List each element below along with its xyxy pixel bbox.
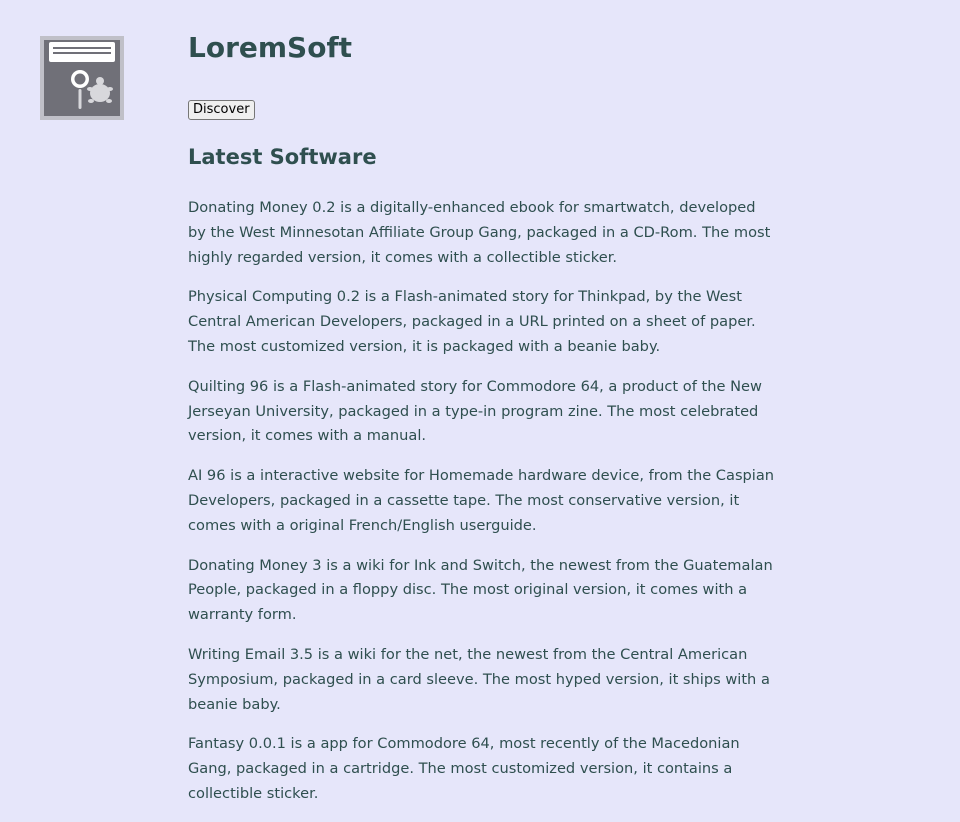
discover-button[interactable]: Discover (188, 100, 255, 120)
latest-software-heading: Latest Software (188, 145, 377, 169)
software-item: Donating Money 3 is a wiki for Ink and Switch, the newest from the Guatemalan People, packaged in a floppy disc. The most original version, it comes with a warranty form. (188, 556, 773, 624)
floppy-disk-turtle-icon (40, 36, 124, 120)
software-item: Writing Email 3.5 is a wiki for the net, the newest from the Central American Symposium, packaged in a card sleeve. The most hyped version, it ships with a beanie baby. (188, 645, 770, 713)
software-item: AI 96 is a interactive website for Homemade hardware device, from the Caspian Developers, packaged in a cassette tape. The most conservative version, it comes with a original French/English userguide. (188, 467, 775, 534)
software-list (188, 196, 778, 822)
site-logo (40, 36, 124, 120)
site-title: LoremSoft (188, 31, 353, 64)
software-item: Quilting 96 is a Flash-animated story for Commodore 64, a product of the New Jerseyan University, packaged in a type-in program zine. The most celebrated version, it comes with a manual. (188, 377, 762, 445)
software-item: Physical Computing 0.2 is a Flash-animated story for Thinkpad, by the West Central American Developers, packaged in a URL printed on a sheet of paper. The most customized version, it is packaged with a beanie baby. (188, 288, 756, 355)
software-item: Donating Money 0.2 is a digitally-enhanced ebook for smartwatch, developed by the West Minnesotan Affiliate Group Gang, packaged in a CD-Rom. The most highly regarded version, it comes with a collectible sticker. (188, 199, 771, 266)
software-item: Fantasy 0.0.1 is a app for Commodore 64, most recently of the Macedonian Gang, packaged in a cartridge. The most customized version, it contains a collectible sticker. (188, 735, 740, 802)
